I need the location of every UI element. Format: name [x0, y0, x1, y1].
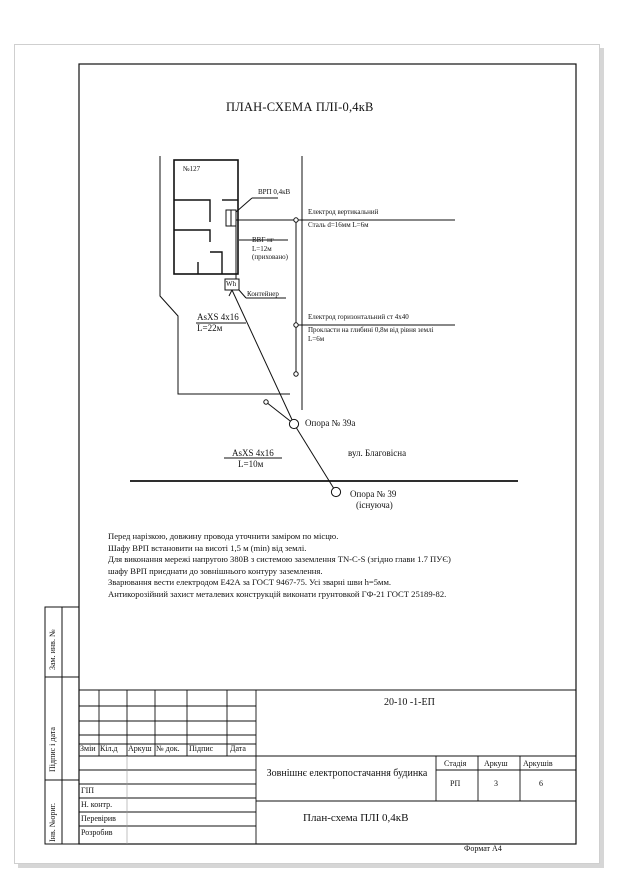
object-title: Зовнішнє електропостачання будинка: [266, 768, 428, 779]
vrp-label: ВРП 0,4кВ: [258, 188, 291, 196]
note-line: Антикорозійний захист металевих конструкцій виконати грунтовкой ГФ-21 ГОСТ 25189-82.: [108, 588, 447, 599]
col-change: Зміи: [80, 744, 96, 753]
col-doc-no: № док.: [156, 744, 180, 753]
role-developed: Розробив: [81, 828, 113, 837]
col-date: Дата: [230, 744, 246, 753]
wire-segment-1: [232, 290, 294, 424]
wire1-type: AsXS 4x16: [197, 312, 239, 322]
side-label-inv-original: Інв. №ориг.: [48, 802, 57, 842]
cable-length: L=12м: [252, 245, 272, 253]
sheets-value: 6: [539, 779, 543, 788]
doc-code: 20-10 -1-ЕП: [384, 697, 435, 708]
side-label-signature-date: Підпис і дата: [48, 727, 57, 772]
wire1-length: L=22м: [197, 323, 223, 333]
col-signature: Підпис: [189, 744, 214, 753]
pole-39a-label: Опора № 39а: [305, 418, 356, 428]
role-gip: ГІП: [81, 786, 95, 795]
notes-block: [108, 531, 451, 601]
container-label: Контейнер: [247, 290, 279, 298]
electrode-horizontal-title: Електрод горизонтальний ст 4х40: [308, 313, 409, 321]
electrode-vertical-spec: Сталь d=16мм L=6м: [308, 221, 369, 229]
sheets-header: Аркушів: [523, 759, 553, 768]
cable-note: (приховано): [252, 253, 288, 261]
role-norm-control: Н. контр.: [81, 800, 113, 809]
role-checked: Перевірив: [81, 814, 116, 823]
electrode-horizontal-length: L=6м: [308, 335, 325, 343]
stage-header: Стадія: [444, 759, 467, 768]
sheet-value: 3: [494, 779, 498, 788]
cable-label: ВВГ нг: [252, 236, 274, 244]
pole-39-label: Опора № 39: [350, 489, 397, 499]
side-label-replace-inv: Зам. инв. №: [48, 629, 57, 670]
meter-label: Wh: [226, 280, 237, 288]
note-line: Для виконання мережі напругою 380В з системою заземлення TN-C-S (згідно глави 1.7 ПУЄ): [108, 554, 451, 565]
wire2-type: AsXS 4x16: [232, 448, 274, 458]
house-outline: [174, 160, 238, 274]
col-qty: Кіл.д: [100, 744, 118, 753]
pole-39-symbol: [331, 487, 340, 496]
note-line: Перед нарізкою, довжину провода уточнити заміром по місцю.: [108, 531, 339, 541]
pole-39a-symbol: [289, 419, 298, 428]
electrode-horizontal-depth: Прокласти на глибині 0,8м від рівня землі: [308, 326, 434, 334]
wire2-length: L=10м: [238, 459, 264, 469]
pole-39-note: (існуюча): [356, 500, 393, 510]
stage-value: РП: [450, 779, 461, 788]
street-label: вул. Благовісна: [348, 448, 407, 458]
plan-title: ПЛАН-СХЕМА ПЛІ-0,4кВ: [226, 100, 374, 114]
sheet-frame: [79, 64, 576, 844]
electrode-vertical-title: Електрод вертикальний: [308, 208, 379, 216]
sheet-header: Аркуш: [484, 759, 508, 768]
sheet-title: План-схема ПЛІ 0,4кВ: [303, 812, 409, 824]
note-line: Зварювання вести електродом Е42А за ГОСТ 9467-75. Усі зварні шви h=5мм.: [108, 577, 392, 588]
col-sheet: Аркуш: [128, 744, 152, 753]
note-line: Шафу ВРП встановити на висоті 1,5 м (min) від землі.: [108, 542, 307, 553]
note-line: шафу ВРП приєднати до зовнішнього контуру заземлення.: [108, 565, 323, 576]
format-label: Формат А4: [464, 844, 502, 853]
house-number: №127: [183, 165, 201, 173]
